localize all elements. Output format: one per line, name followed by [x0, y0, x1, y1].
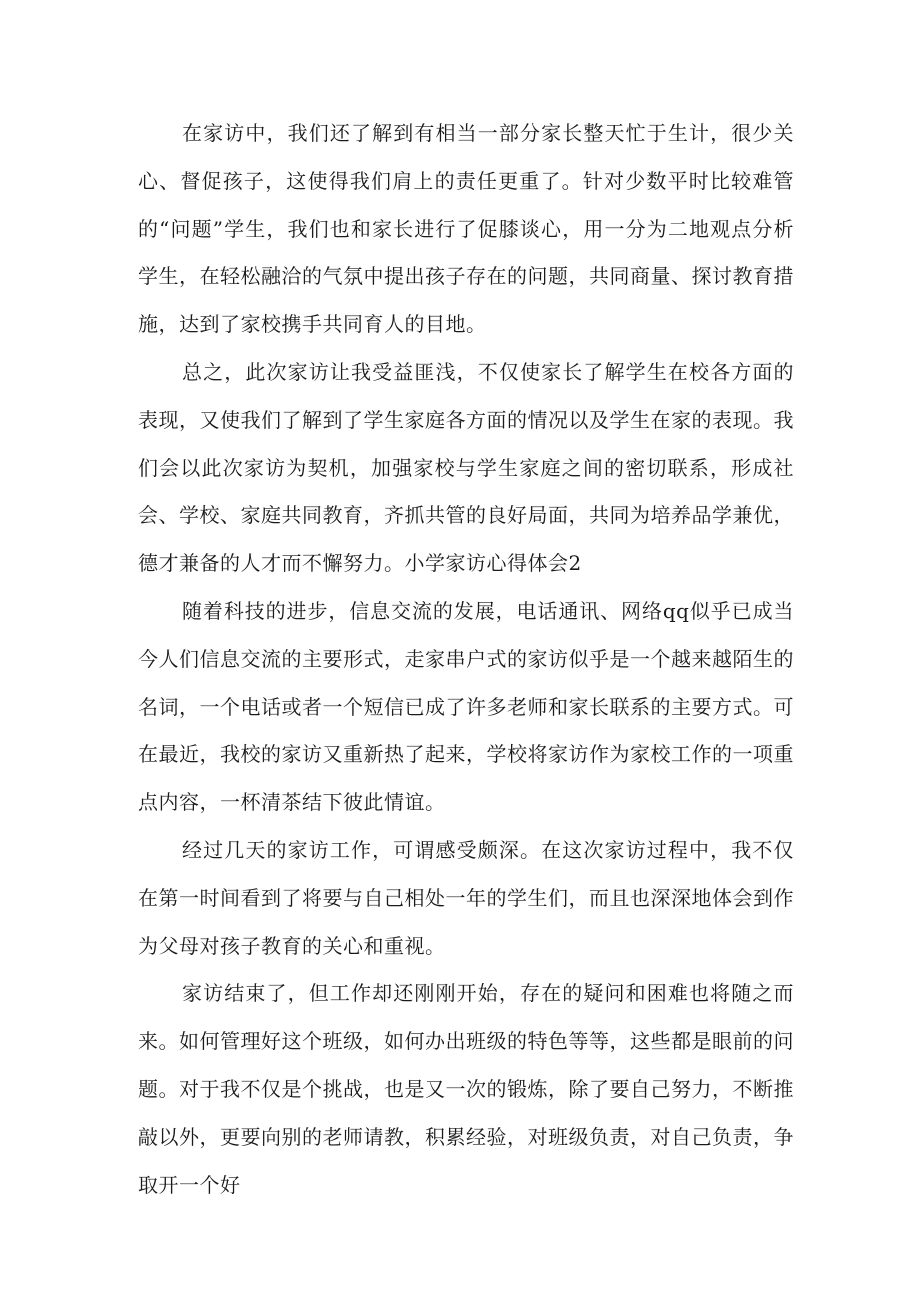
paragraph-1: 在家访中，我们还了解到有相当一部分家长整天忙于生计，很少关心、督促孩子，这使得我们肩上的责任更重了。针对少数平时比较难管的“问题”学生，我们也和家长进行了促膝谈心，用一分为二地观点分析学生，在轻松融洽的气氛中提出孩子存在的问题，共同商量、探讨教育措施，达到了家校携手共同育人的目地。	[138, 121, 794, 337]
paragraph-2: 总之，此次家访让我受益匪浅，不仅使家长了解学生在校各方面的表现，又使我们了解到了学生家庭各方面的情况以及学生在家的表现。我们会以此次家访为契机，加强家校与学生家庭之间的密切联系，形成社会、学校、家庭共同教育，齐抓共管的良好局面，共同为培养品学兼优，德才兼备的人才而不懈努力。小学家访心得体会2	[138, 359, 794, 576]
paragraph-3: 随着科技的进步，信息交流的发展，电话通讯、网络qq似乎已成当今人们信息交流的主要形式，走家串户式的家访似乎是一个越来越陌生的名词，一个电话或者一个短信已成了许多老师和家长联系的主要方式。可在最近，我校的家访又重新热了起来，学校将家访作为家校工作的一项重点内容，一杯清茶结下彼此情谊。	[138, 598, 794, 815]
paragraph-5: 家访结束了，但工作却还刚刚开始，存在的疑问和困难也将随之而来。如何管理好这个班级，如何办出班级的特色等等，这些都是眼前的问题。对于我不仅是个挑战，也是又一次的锻炼，除了要自己努力，不断推敲以外，更要向别的老师请教，积累经验，对班级负责，对自己负责，争取开一个好	[138, 981, 794, 1197]
document-body	[138, 110, 794, 1209]
paragraph-4: 经过几天的家访工作，可谓感受颇深。在这次家访过程中，我不仅在第一时间看到了将要与自己相处一年的学生们，而且也深深地体会到作为父母对孩子教育的关心和重视。	[138, 837, 794, 958]
